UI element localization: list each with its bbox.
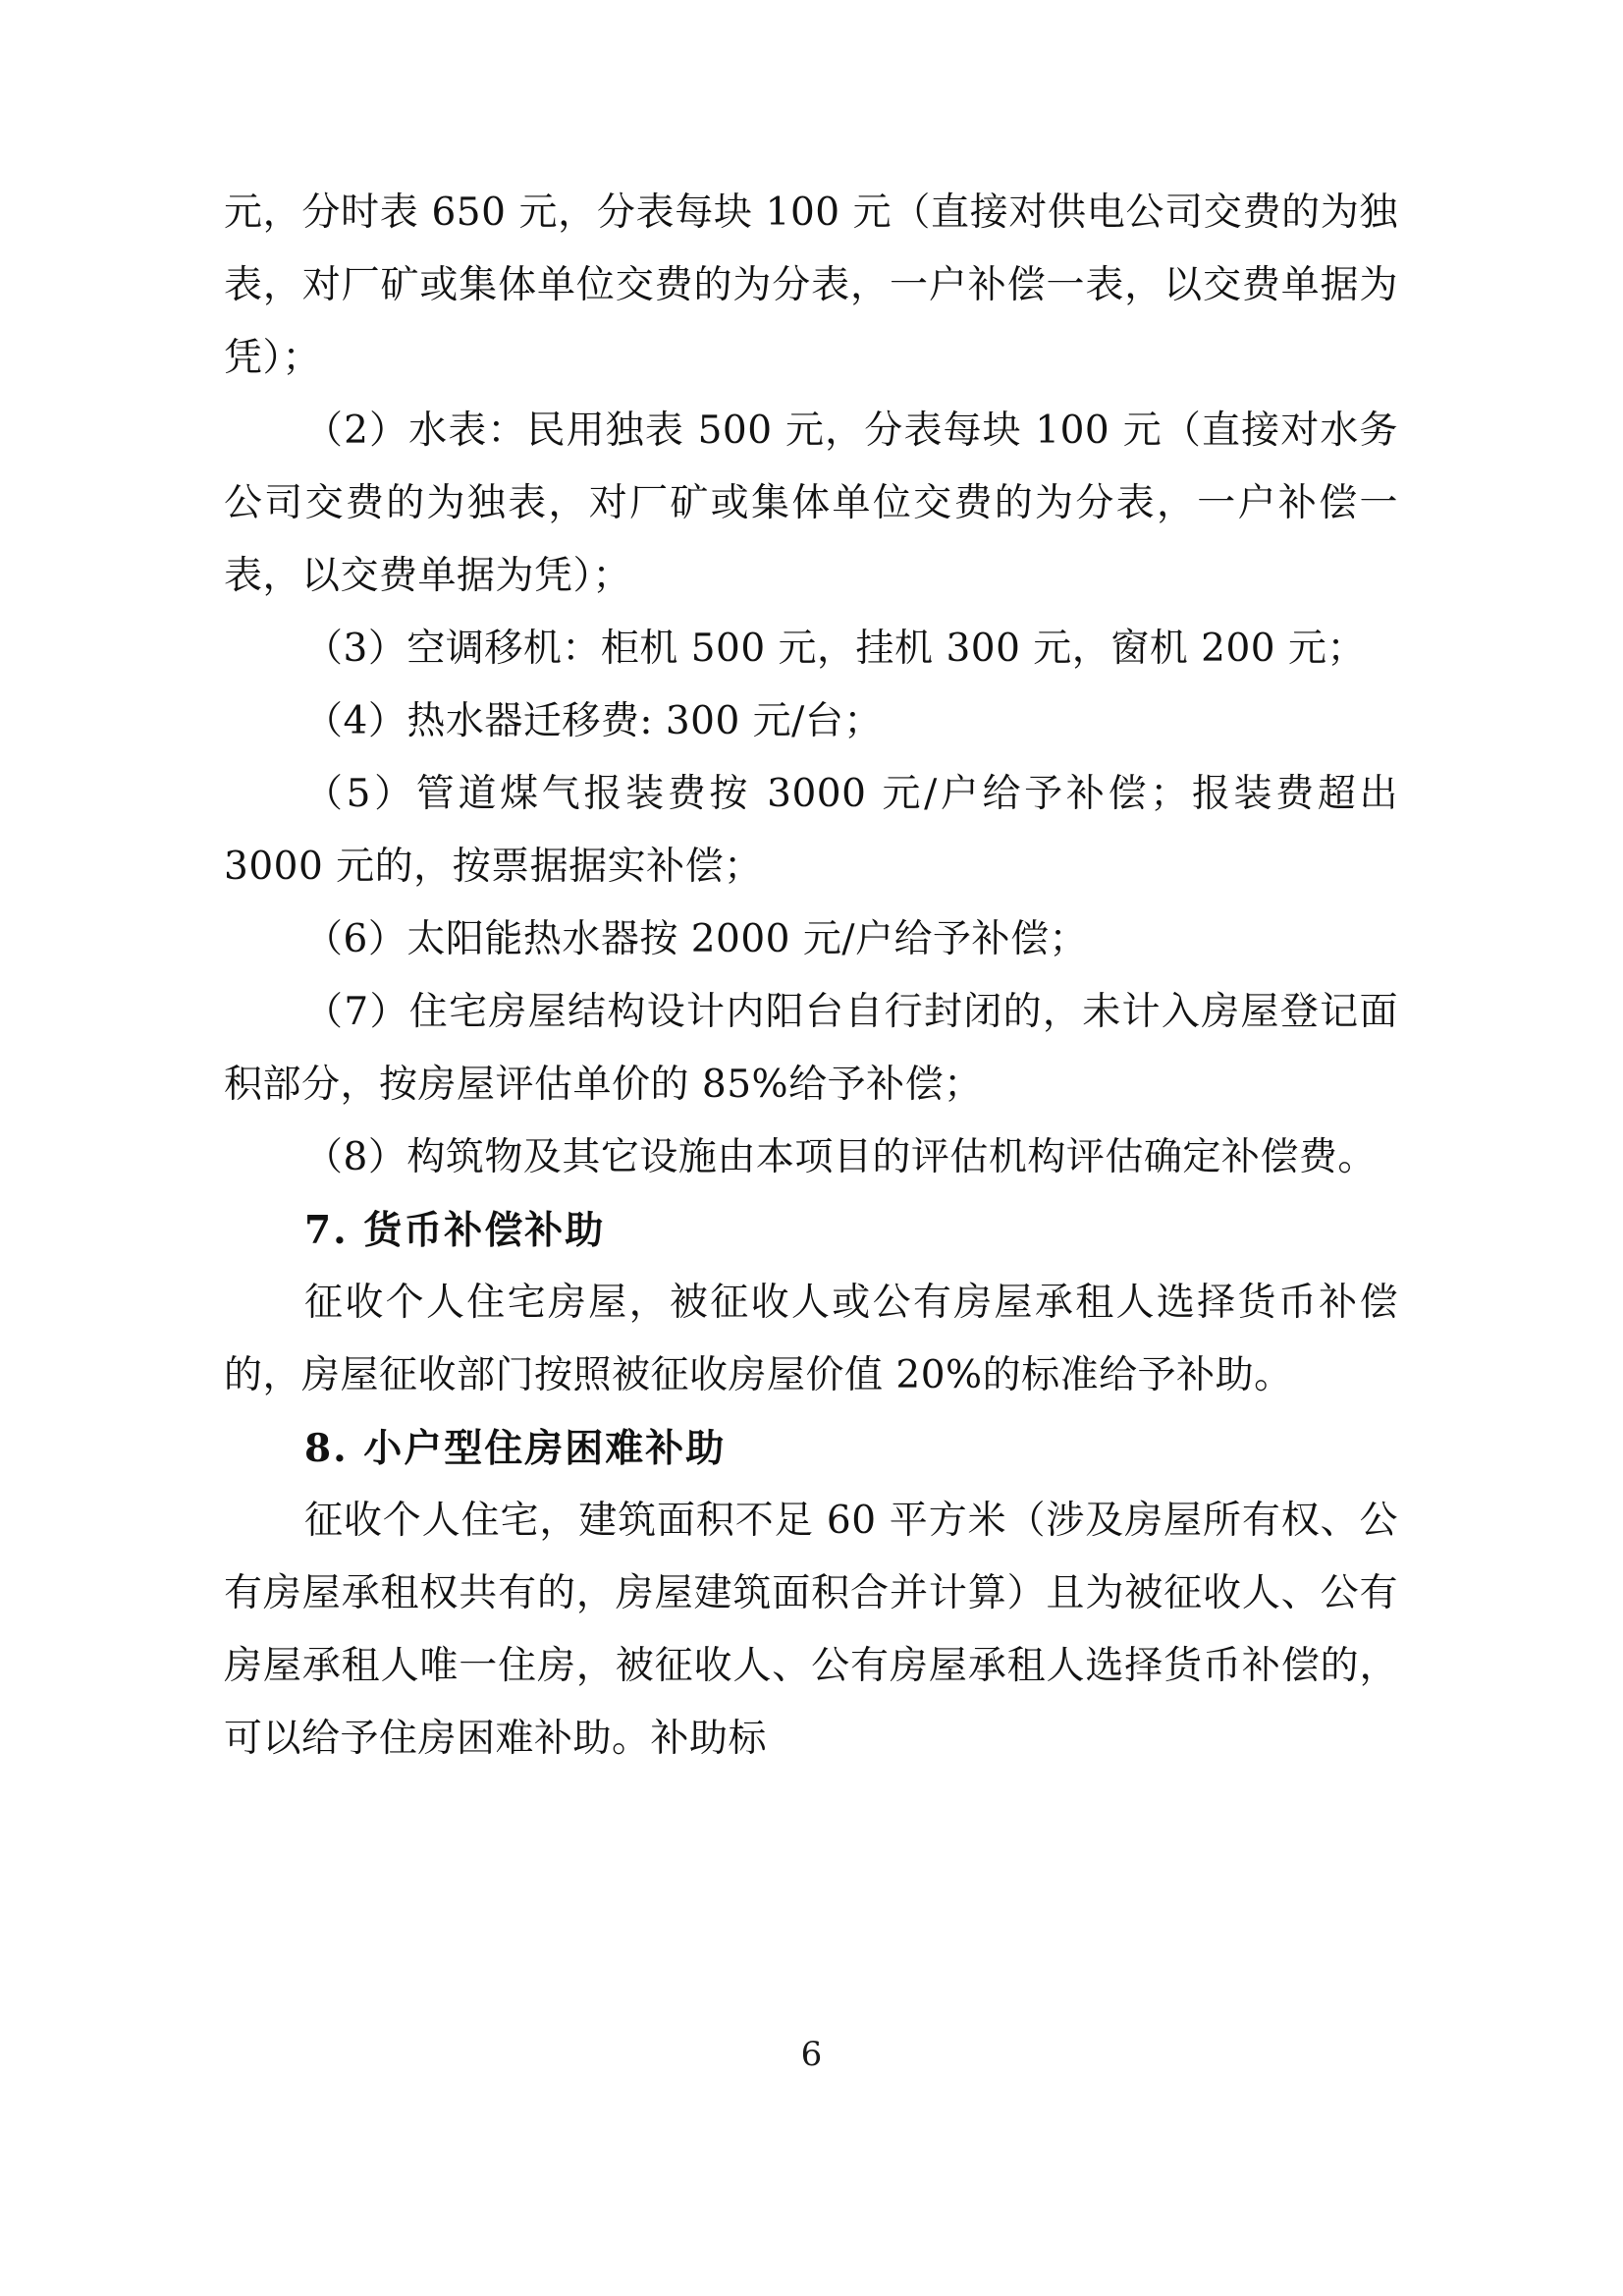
section-8-paragraph: 征收个人住宅，建筑面积不足 60 平方米（涉及房屋所有权、公有房屋承租权共有的，房屋建筑面积合并计算）且为被征收人、公有房屋承租人唯一住房，被征收人、公有房屋承租人选择货币补偿的，可以给予住房困难补助。补助标 [224,1499,1398,1761]
list-item-gas-installation: （5）管道煤气报装费按 3000 元/户给予补偿；报装费超出 3000 元的，按票据据实补偿； [224,772,1398,889]
section-heading-8: 8. 小户型住房困难补助 [304,1426,727,1471]
list-item-structures: （8）构筑物及其它设施由本项目的评估机构评估确定补偿费。 [304,1135,1377,1179]
list-item-balcony: （7）住宅房屋结构设计内阳台自行封闭的，未计入房屋登记面积部分，按房屋评估单价的 85%给予补偿； [224,990,1398,1107]
list-item-water-heater: （4）热水器迁移费: 300 元/台； [304,699,883,743]
section-7-paragraph: 征收个人住宅房屋，被征收人或公有房屋承租人选择货币补偿的，房屋征收部门按照被征收房屋价值 20%的标准给予补助。 [224,1281,1398,1397]
page-number: 6 [800,2035,823,2074]
list-item-solar-water-heater: （6）太阳能热水器按 2000 元/户给予补偿； [304,917,1088,961]
list-item-water-meter: （2）水表：民用独表 500 元，分表每块 100 元（直接对水务公司交费的为独表，对厂矿或集体单位交费的为分表，一户补偿一表，以交费单据为凭）； [224,409,1398,598]
document-body [224,177,1398,1776]
paragraph-continuation: 元，分时表 650 元，分表每块 100 元（直接对供电公司交费的为独表，对厂矿或集体单位交费的为分表，一户补偿一表，以交费单据为凭）； [224,191,1398,380]
section-heading-7: 7. 货币补偿补助 [304,1208,606,1253]
list-item-air-conditioner: （3）空调移机：柜机 500 元，挂机 300 元，窗机 200 元； [304,627,1367,671]
